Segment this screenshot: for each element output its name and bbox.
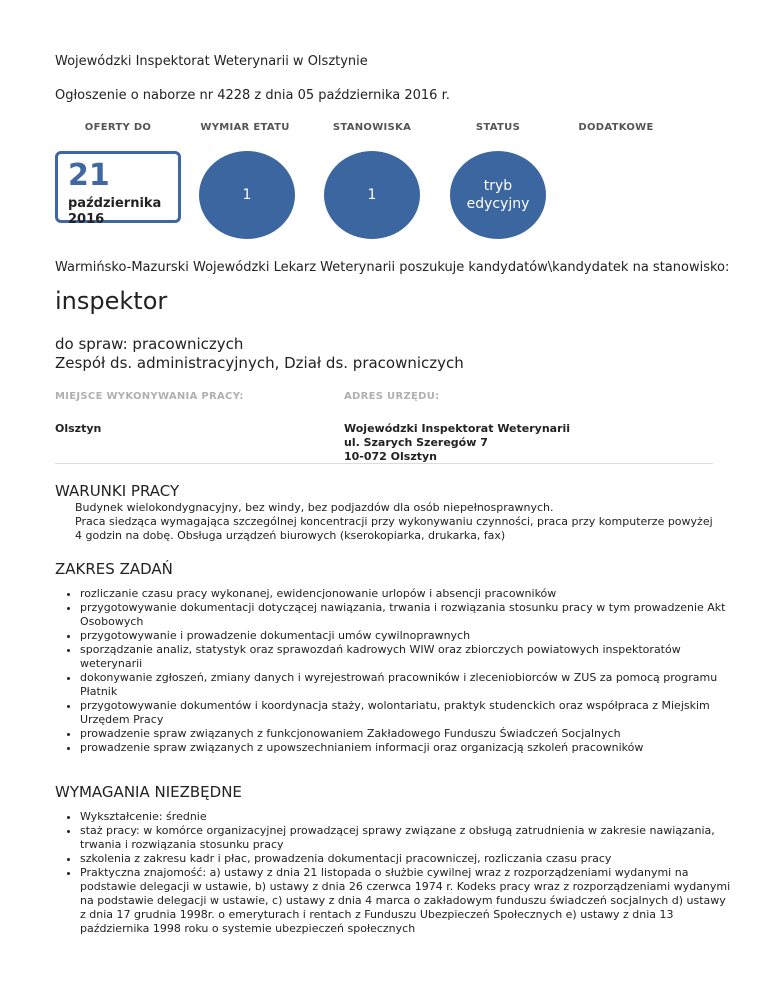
notice-title: Ogłoszenie o naborze nr 4228 z dnia 05 października 2016 r. (55, 88, 450, 103)
status-line-2: edycyjny (466, 196, 530, 212)
list-item: • rozliczanie czasu pracy wykonanej, ewidencjonowanie urlopów i absencji pracowników (80, 587, 735, 601)
deadline-month: października (68, 196, 162, 211)
address-line-3: 10-072 Olsztyn (344, 450, 437, 463)
list-item: • Wykształcenie: średnie (80, 810, 735, 824)
list-item: • sporządzanie analiz, statystyk oraz sprawozdań kadrowych WIW oraz zbiorczych powiatowych inspektoratów weterynarii (80, 643, 735, 671)
conditions-heading: WARUNKI PRACY (55, 482, 180, 500)
address-label: ADRES URZĘDU: (344, 391, 440, 402)
deadline-day: 21 (68, 158, 110, 193)
list-item: • dokonywanie zgłoszeń, zmiany danych i wyrejestrowań pracowników i zleceniobiorców w ZUS za pomocą programu Płatnik (80, 671, 735, 699)
column-header-status: STATUS (475, 122, 521, 133)
list-item: • prowadzenie spraw związanych z funkcjonowaniem Zakładowego Funduszu Świadczeń Socjalnych (80, 727, 735, 741)
intro-text: Warmińsko-Mazurski Wojewódzki Lekarz Weterynarii poszukuje kandydatów\kandydatek na stanowisko: (55, 260, 730, 275)
divider (55, 463, 713, 464)
list-item: • staż pracy: w komórce organizacyjnej prowadzącej sprawy związane z obsługą zatrudnienia w zakresie nawiązania, trwania i rozwiązania stosunku pracy (80, 824, 735, 852)
requirements-heading: WYMAGANIA NIEZBĘDNE (55, 783, 242, 801)
column-header-positions: STANOWISKA (332, 122, 412, 133)
status-circle (450, 151, 546, 239)
status-line-1: tryb (483, 178, 513, 194)
office-address (344, 422, 570, 464)
column-header-additional: DODATKOWE (578, 122, 654, 133)
organization-name: Wojewódzki Inspektorat Weterynarii w Olsztynie (55, 54, 368, 69)
duties-list (60, 587, 735, 755)
list-item: • przygotowywanie i prowadzenie dokumentacji umów cywilnoprawnych (80, 629, 735, 643)
job-title: inspektor (55, 287, 168, 315)
list-item: • Praktyczna znajomość: a) ustawy z dnia 21 listopada o służbie cywilnej wraz z rozporządzeniami wydanymi na podstawie delegacji w ustawie, b) ustawy z dnia 26 czerwca 1974 r. Kodeks pracy wraz z rozporządzeniami wydanymi na podstawie delegacji w ustawie, c) ustawy z dnia 4 marca o zakładowym funduszu świadczeń socjalnych d) ustawy z dnia 17 grudnia 1998r. o emeryturach i rentach z Funduszu Ubezpieczeń Społecznych e) ustawy z dnia 13 października 1998 roku o systemie ubezpieczeń społecznych (80, 866, 735, 936)
work-place: Olsztyn (55, 422, 102, 435)
job-subtitle (55, 335, 464, 373)
job-team: Zespół ds. administracyjnych, Dział ds. pracowniczych (55, 354, 464, 372)
deadline-box (55, 151, 181, 227)
conditions-text (75, 501, 715, 543)
job-matters: do spraw: pracowniczych (55, 335, 244, 353)
list-item: • przygotowywanie dokumentacji dotyczącej nawiązania, trwania i rozwiązania stosunku pracy w tym prowadzenie Akt Osobowych (80, 601, 735, 629)
conditions-line-1: Budynek wielokondygnacyjny, bez windy, bez podjazdów dla osób niepełnosprawnych. (75, 501, 554, 514)
column-header-etat: WYMIAR ETATU (200, 122, 290, 133)
positions-circle (324, 151, 420, 239)
duties-heading: ZAKRES ZADAŃ (55, 560, 173, 578)
deadline-year: 2016 (68, 212, 105, 227)
address-line-1: Wojewódzki Inspektorat Weterynarii (344, 422, 571, 435)
list-item: • szkolenia z zakresu kadr i płac, prowadzenia dokumentacji pracowniczej, rozliczania czasu pracy (80, 852, 735, 866)
list-item: • przygotowywanie dokumentów i koordynacja staży, wolontariatu, praktyk studenckich oraz współpraca z Miejskim Urzędem Pracy (80, 699, 735, 727)
column-header-deadline: OFERTY DO (84, 122, 152, 133)
etat-circle (199, 151, 295, 239)
address-line-2: ul. Szarych Szeregów 7 (344, 436, 488, 449)
place-label: MIEJSCE WYKONYWANIA PRACY: (55, 391, 244, 402)
etat-value: 1 (242, 187, 252, 203)
positions-value: 1 (367, 187, 377, 203)
conditions-line-2: Praca siedząca wymagająca szczególnej koncentracji przy wykonywaniu czynności, praca przy komputerze powyżej 4 godzin na dobę. Obsługa urządzeń biurowych (kserokopiarka, drukarka, fax) (75, 515, 713, 542)
list-item: • prowadzenie spraw związanych z upowszechnianiem informacji oraz organizacją szkoleń pracowników (80, 741, 735, 755)
requirements-list (60, 810, 735, 936)
